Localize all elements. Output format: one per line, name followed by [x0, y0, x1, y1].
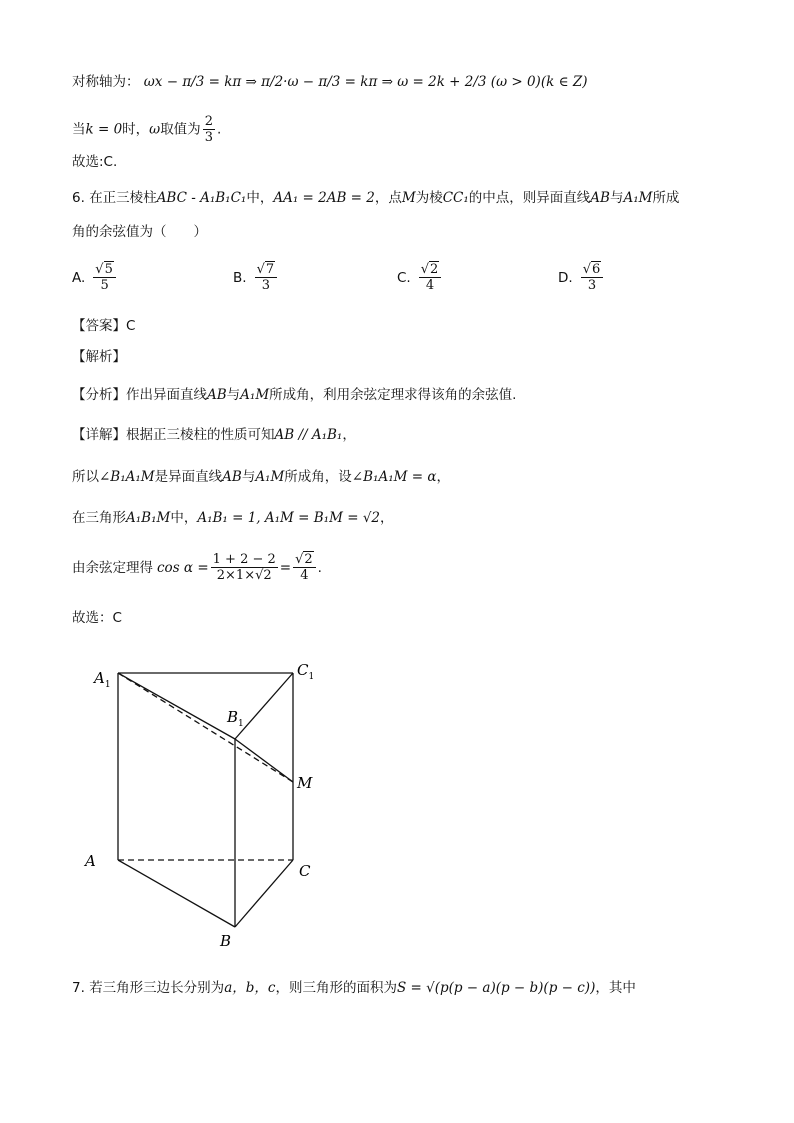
step3-a: 由余弦定理得 [72, 559, 153, 576]
q7-a: 若三角形三边长分别为 [89, 980, 225, 996]
fenxi-tag: 【分析】 [72, 387, 126, 403]
option-a-fraction: $\frac{√5}{5}$ [93, 262, 116, 293]
option-c-label: C. [397, 269, 411, 286]
line2-den: 3 [204, 130, 213, 145]
q7-b: ，则三角形的面积为 [275, 980, 397, 996]
q6-prism: ABC - A₁B₁C₁ [156, 190, 247, 206]
option-b-label: B. [233, 269, 247, 286]
answer-value: C [126, 318, 136, 334]
label-c: C [299, 862, 311, 880]
xiangjie-rel: AB // A₁B₁ [274, 427, 343, 443]
q6-text-f: 与 [609, 190, 624, 206]
line2-omega: ω [149, 121, 161, 138]
fenxi-a: 作出异面直线 [126, 387, 207, 403]
line2-k: k = 0 [85, 121, 123, 138]
analysis-tag: 【解析】 [72, 349, 126, 365]
option-d-den: 3 [587, 278, 597, 293]
q6-edge: CC₁ [442, 190, 469, 206]
step3-end: . [317, 559, 322, 576]
answer-tag: 【答案】 [72, 318, 126, 334]
step1-d: 所成角，设 [284, 469, 352, 485]
option-c-num: 2 [430, 262, 439, 277]
step3-num: 1 + 2 − 2 [212, 552, 276, 567]
q6-text-a: 在正三棱柱 [89, 190, 157, 206]
step3-res-num: 2 [304, 552, 313, 567]
question-7-line [72, 978, 636, 998]
label-b: B [220, 932, 232, 950]
edge-a1-m-hidden [118, 673, 293, 782]
question-6-number: 6. [72, 190, 85, 206]
option-d-fraction: $\frac{√6}{3}$ [581, 262, 604, 293]
step1-angle: ∠B₁A₁M [99, 469, 155, 485]
q6-text-d: 为棱 [415, 190, 443, 206]
q7-vars: a，b，c [224, 980, 276, 996]
label-a: A [85, 852, 96, 870]
fenxi-am: A₁M [240, 387, 270, 403]
q7-c: ，其中 [595, 980, 636, 996]
step2-tri: A₁B₁M [126, 510, 171, 526]
q6-line-a: AB [590, 190, 610, 206]
final-choice: 故选：C [72, 610, 122, 626]
option-b-den: 3 [261, 278, 270, 293]
q6-text-b: 中， [246, 190, 274, 206]
edge-a-b [118, 860, 235, 927]
step1-am: A₁M [255, 469, 285, 485]
option-d-num: 6 [591, 262, 601, 277]
choice-line-prev: 故选:C. [72, 154, 118, 170]
option-b-num: 7 [265, 262, 275, 277]
step2-c: ， [380, 510, 394, 526]
label-c1: $C_1$ [297, 661, 315, 682]
line1-prefix: 对称轴为： [72, 74, 140, 90]
edge-b1-m [235, 739, 293, 782]
step3-den: 2×1×√2 [216, 568, 272, 583]
step1-c: 与 [241, 469, 256, 485]
step3-res-den: 4 [300, 568, 309, 583]
option-a-den: 5 [100, 278, 109, 293]
step1-ab: AB [222, 469, 242, 485]
fenxi-ab: AB [207, 387, 227, 403]
label-m: M [297, 774, 313, 792]
q6-line-b: A₁M [623, 190, 653, 206]
edge-a1-b1 [118, 673, 235, 739]
step1-e: ， [436, 469, 450, 485]
q6-point: M [401, 190, 416, 206]
line2-num: 2 [204, 114, 213, 129]
step1-b: 是异面直线 [154, 469, 223, 485]
xiangjie-a: 根据正三棱柱的性质可知 [126, 427, 275, 443]
step1-def: ∠B₁A₁M = α [351, 469, 437, 485]
q6-cond: AA₁ = 2AB = 2 [273, 190, 375, 206]
step1-a: 所以 [72, 469, 99, 485]
option-d-label: D. [558, 269, 573, 286]
q6-text-e: 的中点，则异面直线 [468, 190, 591, 206]
option-c-fraction: $\frac{√2}{4}$ [419, 262, 442, 293]
option-a-label: A. [72, 269, 86, 286]
label-a1: $A_1$ [94, 669, 111, 690]
line2-suffix: 取值为 [160, 121, 201, 138]
xiangjie-tag: 【详解】 [72, 427, 126, 443]
fenxi-c: 所成角，利用余弦定理求得该角的余弦值. [269, 387, 517, 403]
step3-cos: cos α = [157, 559, 209, 576]
question-7-number: 7. [72, 980, 85, 996]
option-b-fraction: $\frac{√7}{3}$ [255, 262, 278, 293]
edge-b-c [235, 860, 293, 927]
step2-a: 在三角形 [72, 510, 126, 526]
line2-mid: 时， [122, 121, 150, 138]
step3-result: $\frac{√2}{4}$ [293, 552, 316, 583]
line2-end: . [216, 121, 222, 138]
step2-vals: A₁B₁ = 1, A₁M = B₁M = √2 [197, 510, 381, 526]
line2-prefix: 当 [72, 121, 86, 138]
line1-formula: ωx − π/3 = kπ ⇒ π/2·ω − π/3 = kπ ⇒ ω = 2k + 2/3 (ω > 0)(k ∈ Z) [143, 74, 588, 90]
q6-text-g: 所成 [652, 190, 680, 206]
option-c-den: 4 [425, 278, 435, 293]
fenxi-b: 与 [226, 387, 241, 403]
question-6-line-2: 角的余弦值为（ ） [72, 224, 207, 240]
edge-b1-c1 [235, 673, 293, 739]
option-a-num: 5 [104, 262, 113, 277]
q7-formula: S = √(p(p − a)(p − b)(p − c)) [396, 980, 596, 996]
label-b1: $B_1$ [227, 708, 244, 729]
step3-eq: = [279, 559, 292, 576]
xiangjie-b: ， [342, 427, 356, 443]
step2-b: 中， [170, 510, 198, 526]
q6-text-c: ，点 [374, 190, 402, 206]
